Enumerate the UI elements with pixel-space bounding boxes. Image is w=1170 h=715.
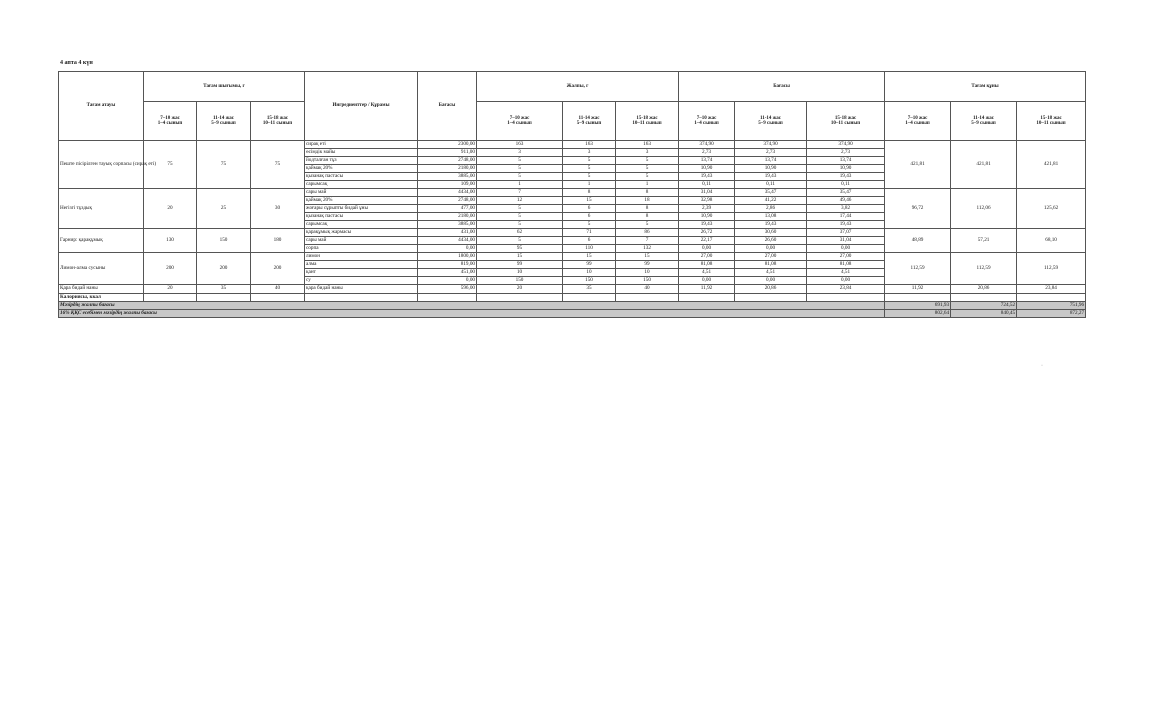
gross-cell: 5	[477, 237, 563, 245]
dish-name: Қара бидай наны	[59, 285, 144, 294]
ingredient-price: 451,00	[418, 269, 477, 277]
age-group-header: 15-18 жас 10–11 сынып	[616, 102, 679, 141]
gross-cell: 12	[477, 197, 563, 205]
gross-cell: 150	[616, 277, 679, 285]
header-ingredients: Ингредиенттер / Құрамы	[305, 72, 418, 141]
gross-cell: 18	[616, 197, 679, 205]
gross-cell: 150	[477, 277, 563, 285]
gross-cell: 3	[477, 149, 563, 157]
age-group-header: 15-18 жас 10–11 сынып	[807, 102, 885, 141]
gross-cell: 15	[477, 253, 563, 261]
cost-cell: 10,90	[679, 165, 735, 173]
header-portion: Тағам шығымы, г	[144, 72, 305, 102]
table-row	[59, 229, 1086, 237]
cost-cell: 13,74	[679, 157, 735, 165]
total-value: 840,45	[951, 310, 1017, 318]
empty-cell	[679, 294, 735, 302]
cost-cell: 27,00	[679, 253, 735, 261]
cost-cell: 374,90	[807, 141, 885, 149]
calories-row	[59, 294, 1086, 302]
cost-cell: 19,43	[679, 173, 735, 181]
cost-cell: 23,84	[807, 285, 885, 294]
cost-cell: 19,43	[735, 173, 807, 181]
cost-cell: 31,04	[807, 237, 885, 245]
gross-cell: 15	[616, 253, 679, 261]
empty-cell	[197, 294, 251, 302]
cost-cell: 13,08	[735, 213, 807, 221]
cost-cell: 19,43	[735, 221, 807, 229]
ingredient-name: қаймақ 20%	[305, 197, 418, 205]
gross-cell: 5	[477, 157, 563, 165]
ingredient-price: 4434,00	[418, 237, 477, 245]
header-dish-total: Тағам құны	[885, 72, 1086, 102]
total-row	[59, 302, 1086, 310]
cost-cell: 26,72	[679, 229, 735, 237]
cost-cell: 0,00	[807, 245, 885, 253]
dish-total-cell: 96,72	[885, 189, 951, 229]
portion-cell: 75	[197, 141, 251, 189]
cost-cell: 81,08	[735, 261, 807, 269]
ingredient-name: су	[305, 277, 418, 285]
total-label: Мәзірдің жалпы бағасы	[59, 302, 885, 310]
gross-cell: 5	[563, 157, 616, 165]
ingredient-price: 477,00	[418, 205, 477, 213]
gross-cell: 99	[616, 261, 679, 269]
gross-cell: 10	[563, 269, 616, 277]
gross-cell: 3	[563, 149, 616, 157]
cost-cell: 30,60	[735, 229, 807, 237]
ingredient-price: 2180,00	[418, 213, 477, 221]
portion-cell: 180	[251, 229, 305, 253]
dish-total-cell: 48,89	[885, 229, 951, 253]
gross-cell: 40	[616, 285, 679, 294]
ingredient-name: сары май	[305, 189, 418, 197]
age-group-header-row	[59, 102, 1086, 141]
ingredient-name: қаймақ 20%	[305, 165, 418, 173]
cost-cell: 32,98	[679, 197, 735, 205]
empty-cell	[735, 294, 807, 302]
cost-cell: 31,04	[679, 189, 735, 197]
ingredient-price: 3885,00	[418, 221, 477, 229]
ingredient-price: 2300,00	[418, 141, 477, 149]
ingredient-name: сирақ еті	[305, 141, 418, 149]
empty-cell	[144, 294, 197, 302]
gross-cell: 71	[563, 229, 616, 237]
cost-cell: 0,11	[807, 181, 885, 189]
age-group-header: 7–10 жас 1–4 сынып	[885, 102, 951, 141]
cost-cell: 49,46	[807, 197, 885, 205]
cost-cell: 0,00	[735, 277, 807, 285]
age-group-header: 11-14 жас 5–9 сынып	[735, 102, 807, 141]
cost-cell: 22,17	[679, 237, 735, 245]
cost-cell: 19,43	[807, 221, 885, 229]
portion-cell: 35	[197, 285, 251, 294]
age-group-header: 7–10 жас 1–4 сынып	[144, 102, 197, 141]
portion-cell: 30	[251, 189, 305, 229]
gross-cell: 86	[616, 229, 679, 237]
total-row	[59, 310, 1086, 318]
cost-cell: 41,22	[735, 197, 807, 205]
cost-cell: 11,92	[679, 285, 735, 294]
gross-cell: 8	[616, 213, 679, 221]
gross-cell: 5	[477, 221, 563, 229]
cost-cell: 0,11	[735, 181, 807, 189]
ingredient-price: 109,00	[418, 181, 477, 189]
portion-cell: 200	[144, 253, 197, 285]
empty-cell	[418, 294, 477, 302]
dish-total-cell: 421,81	[885, 141, 951, 189]
ingredient-name: лимон	[305, 253, 418, 261]
gross-cell: 5	[563, 165, 616, 173]
gross-cell: 5	[616, 173, 679, 181]
total-value: 802,64	[885, 310, 951, 318]
header-cost: Бағасы	[679, 72, 885, 102]
gross-cell: 95	[477, 245, 563, 253]
cost-cell: 13,74	[735, 157, 807, 165]
table-row	[59, 189, 1086, 197]
table-row	[59, 253, 1086, 261]
cost-cell: 10,90	[679, 213, 735, 221]
gross-cell: 5	[477, 205, 563, 213]
total-value: 751,96	[1017, 302, 1086, 310]
ingredient-name: сары май	[305, 237, 418, 245]
cost-cell: 13,74	[807, 157, 885, 165]
dish-name: Пеште пісірілген тауық сорпасы (сирақ еті)	[59, 141, 144, 189]
gross-cell: 1	[616, 181, 679, 189]
ingredient-name: жоғары сұрыпты бидай ұны	[305, 205, 418, 213]
gross-cell: 15	[563, 253, 616, 261]
cost-cell: 81,08	[807, 261, 885, 269]
empty-cell	[305, 294, 418, 302]
total-label: 16% ҚҚС есебімен мәзірдің жалпы бағасы	[59, 310, 885, 318]
cost-cell: 0,00	[735, 245, 807, 253]
gross-cell: 6	[563, 237, 616, 245]
cost-cell: 0,00	[679, 277, 735, 285]
gross-cell: 5	[477, 165, 563, 173]
age-group-header: 11-14 жас 5–9 сынып	[951, 102, 1017, 141]
cost-cell: 0,00	[679, 245, 735, 253]
age-group-header: 11-14 жас 5–9 сынып	[197, 102, 251, 141]
cost-cell: 3,82	[807, 205, 885, 213]
header-price: Бағасы	[418, 72, 477, 141]
ingredient-name: сарымсақ	[305, 181, 418, 189]
cost-cell: 27,00	[735, 253, 807, 261]
cost-cell: 0,00	[807, 277, 885, 285]
portion-cell: 25	[197, 189, 251, 229]
cost-cell: 2,73	[807, 149, 885, 157]
empty-cell	[616, 294, 679, 302]
empty-cell	[885, 294, 951, 302]
ingredient-name: қарақұмық жармасы	[305, 229, 418, 237]
gross-cell: 20	[477, 285, 563, 294]
gross-cell: 3	[616, 149, 679, 157]
ingredient-name: сорпа	[305, 245, 418, 253]
dish-total-cell: 112,59	[951, 253, 1017, 285]
cost-cell: 17,44	[807, 213, 885, 221]
cost-cell: 37,07	[807, 229, 885, 237]
ingredient-name: алма	[305, 261, 418, 269]
gross-cell: 5	[477, 213, 563, 221]
age-group-header: 7–10 жас 1–4 сынып	[477, 102, 563, 141]
ingredient-price: 0,00	[418, 245, 477, 253]
cost-cell: 26,60	[735, 237, 807, 245]
cost-cell: 20,86	[735, 285, 807, 294]
gross-cell: 163	[477, 141, 563, 149]
age-group-header: 11-14 жас 5–9 сынып	[563, 102, 616, 141]
table-row	[59, 141, 1086, 149]
table-row	[59, 285, 1086, 294]
ingredient-price: 4434,00	[418, 189, 477, 197]
portion-cell: 200	[251, 253, 305, 285]
dish-total-cell: 112,59	[1017, 253, 1086, 285]
gross-cell: 5	[616, 157, 679, 165]
dish-total-cell: 23,84	[1017, 285, 1086, 294]
empty-cell	[563, 294, 616, 302]
gross-cell: 62	[477, 229, 563, 237]
gross-cell: 99	[563, 261, 616, 269]
gross-cell: 99	[477, 261, 563, 269]
gross-cell: 8	[563, 189, 616, 197]
cost-cell: 374,90	[679, 141, 735, 149]
cost-cell: 4,51	[807, 269, 885, 277]
empty-cell	[251, 294, 305, 302]
gross-cell: 150	[563, 277, 616, 285]
cost-cell: 2,86	[735, 205, 807, 213]
age-group-header: 15-18 жас 10–11 сынып	[1017, 102, 1086, 141]
ingredient-name: қызанақ пастасы	[305, 173, 418, 181]
gross-cell: 6	[563, 205, 616, 213]
dish-total-cell: 112,59	[885, 253, 951, 285]
gross-cell: 110	[563, 245, 616, 253]
total-value: 872,27	[1017, 310, 1086, 318]
ingredient-price: 1800,00	[418, 253, 477, 261]
ingredient-name: қара бидай наны	[305, 285, 418, 294]
ingredient-name: өсімдік майы	[305, 149, 418, 157]
dish-total-cell: 112,06	[951, 189, 1017, 229]
cost-cell: 19,43	[679, 221, 735, 229]
page-title: 4 апта 4 күн	[60, 60, 93, 66]
cost-cell: 35,47	[735, 189, 807, 197]
gross-cell: 8	[616, 189, 679, 197]
dish-name: Лимон-алма сусыны	[59, 253, 144, 285]
cost-cell: 35,47	[807, 189, 885, 197]
gross-cell: 5	[563, 221, 616, 229]
gross-cell: 163	[563, 141, 616, 149]
dish-total-cell: 20,86	[951, 285, 1017, 294]
gross-cell: 163	[616, 141, 679, 149]
age-group-header: 7–10 жас 1–4 сынып	[679, 102, 735, 141]
gross-cell: 1	[563, 181, 616, 189]
dish-name: Гарнир: қарақұмық	[59, 229, 144, 253]
ingredient-price: 2180,00	[418, 165, 477, 173]
gross-cell: 7	[477, 189, 563, 197]
ingredient-name: қант	[305, 269, 418, 277]
ingredient-price: 911,00	[418, 149, 477, 157]
dish-total-cell: 125,62	[1017, 189, 1086, 229]
dish-name: Негізгі тұздық	[59, 189, 144, 229]
portion-cell: 130	[144, 229, 197, 253]
gross-cell: 5	[477, 173, 563, 181]
gross-cell: 35	[563, 285, 616, 294]
ingredient-price: 596,00	[418, 285, 477, 294]
header-dish: Тағам атауы	[59, 72, 144, 141]
ingredient-price: 819,00	[418, 261, 477, 269]
ingredient-price: 2748,00	[418, 157, 477, 165]
gross-cell: 132	[616, 245, 679, 253]
gross-cell: 10	[477, 269, 563, 277]
portion-cell: 20	[144, 189, 197, 229]
portion-cell: 20	[144, 285, 197, 294]
empty-cell	[807, 294, 885, 302]
cost-cell: 4,51	[679, 269, 735, 277]
ingredient-price: 431,00	[418, 229, 477, 237]
ingredient-name: қызанақ пастасы	[305, 213, 418, 221]
total-value: 724,52	[951, 302, 1017, 310]
gross-cell: 10	[616, 269, 679, 277]
gross-cell: 5	[563, 173, 616, 181]
gross-cell: 6	[563, 213, 616, 221]
cost-cell: 0,11	[679, 181, 735, 189]
gross-cell: 8	[616, 205, 679, 213]
gross-cell: 5	[616, 221, 679, 229]
portion-cell: 75	[251, 141, 305, 189]
cost-cell: 10,90	[735, 165, 807, 173]
dish-total-cell: 57,21	[951, 229, 1017, 253]
cost-cell: 374,90	[735, 141, 807, 149]
gross-cell: 15	[563, 197, 616, 205]
gross-cell: 1	[477, 181, 563, 189]
cost-cell: 2,73	[735, 149, 807, 157]
ingredient-price: 3885,00	[418, 173, 477, 181]
ingredient-price: 0,00	[418, 277, 477, 285]
portion-cell: 40	[251, 285, 305, 294]
gross-cell: 5	[616, 165, 679, 173]
cost-cell: 19,43	[807, 173, 885, 181]
dish-total-cell: 421,81	[1017, 141, 1086, 189]
cost-cell: 10,90	[807, 165, 885, 173]
cost-cell: 27,00	[807, 253, 885, 261]
empty-cell	[951, 294, 1017, 302]
header-gross: Жалпы, г	[477, 72, 679, 102]
menu-table	[58, 71, 1086, 318]
portion-cell: 75	[144, 141, 197, 189]
ingredient-name: сарымсақ	[305, 221, 418, 229]
portion-cell: 200	[197, 253, 251, 285]
calories-label: Калориясы, ккал	[59, 294, 144, 302]
cost-cell: 81,08	[679, 261, 735, 269]
ingredient-price: 2748,00	[418, 197, 477, 205]
age-group-header: 15-18 жас 10–11 сынып	[251, 102, 305, 141]
empty-cell	[477, 294, 563, 302]
cost-cell: 4,51	[735, 269, 807, 277]
gross-cell: 7	[616, 237, 679, 245]
dish-total-cell: 11,92	[885, 285, 951, 294]
ingredient-name: йодталған тұз	[305, 157, 418, 165]
portion-cell: 150	[197, 229, 251, 253]
cost-cell: 2,73	[679, 149, 735, 157]
dish-total-cell: 68,10	[1017, 229, 1086, 253]
total-value: 691,93	[885, 302, 951, 310]
cost-cell: 2,39	[679, 205, 735, 213]
empty-cell	[1017, 294, 1086, 302]
dish-total-cell: 421,81	[951, 141, 1017, 189]
